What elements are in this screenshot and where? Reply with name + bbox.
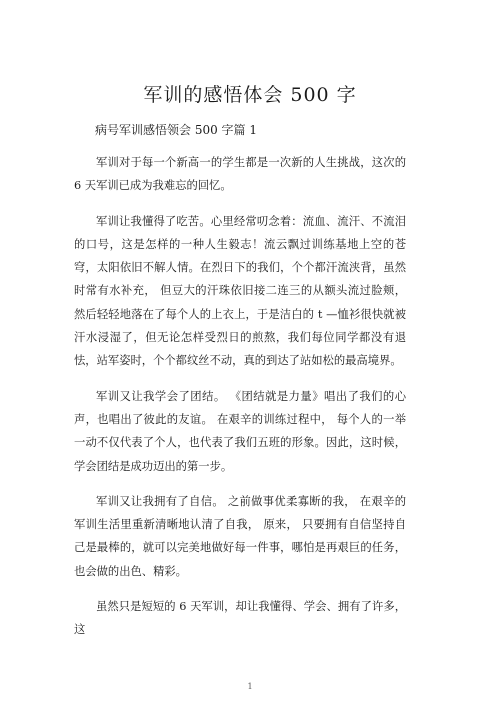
paragraph-1: 军训对于每一个新高一的学生都是一次新的人生挑战，这次的 6 天军训已成为我难忘的回忆。 [74,156,406,193]
document-title: 军训的感悟体会 500 字 [143,84,357,106]
document-body [74,151,406,654]
document-subtitle: 病号军训感悟领会 500 字篇 1 [95,123,257,137]
paragraph-4: 军训又让我拥有了自信。 之前做事优柔寡断的我， 在艰辛的军训生活里重新清晰地认清了自我， 原来， 只要拥有自信坚持自己是最棒的，就可以完美地做好每一件事，哪怕是再艰巨的任务，也会做的出色、精彩。 [74,494,406,578]
paragraph-3: 军训又让我学会了团结。 《团结就是力量》唱出了我们的心声，也唱出了彼此的友谊。 在艰辛的训练过程中， 每个人的一举一动不仅代表了个人，也代表了我们五班的形象。因此，这时候，学会团结是成功迈出的第一步。 [74,389,406,473]
paragraph-5: 虽然只是短短的 6 天军训，却让我懂得、学会、拥有了许多，这 [74,600,406,637]
page-number: 1 [247,682,253,691]
paragraph-2: 军训让我懂得了吃苦。心里经常叨念着：流血、流汗、不流泪的口号，这是怎样的一种人生毅志！流云飘过训练基地上空的苍穹，太阳依旧不解人情。在烈日下的我们，个个都汗流浃背，虽然时常有水补充， 但豆大的汗珠依旧接二连三的从额头流过脸颊， 然后轻轻地落在了每个人的上衣上，于是洁白的 t —恤衫很快就被汗水浸湿了，但无论怎样受烈日的煎熬，我们每位同学都没有退怯，站军姿时，个个都纹丝不动，真的到达了站如松的最高境界。 [74,214,406,368]
